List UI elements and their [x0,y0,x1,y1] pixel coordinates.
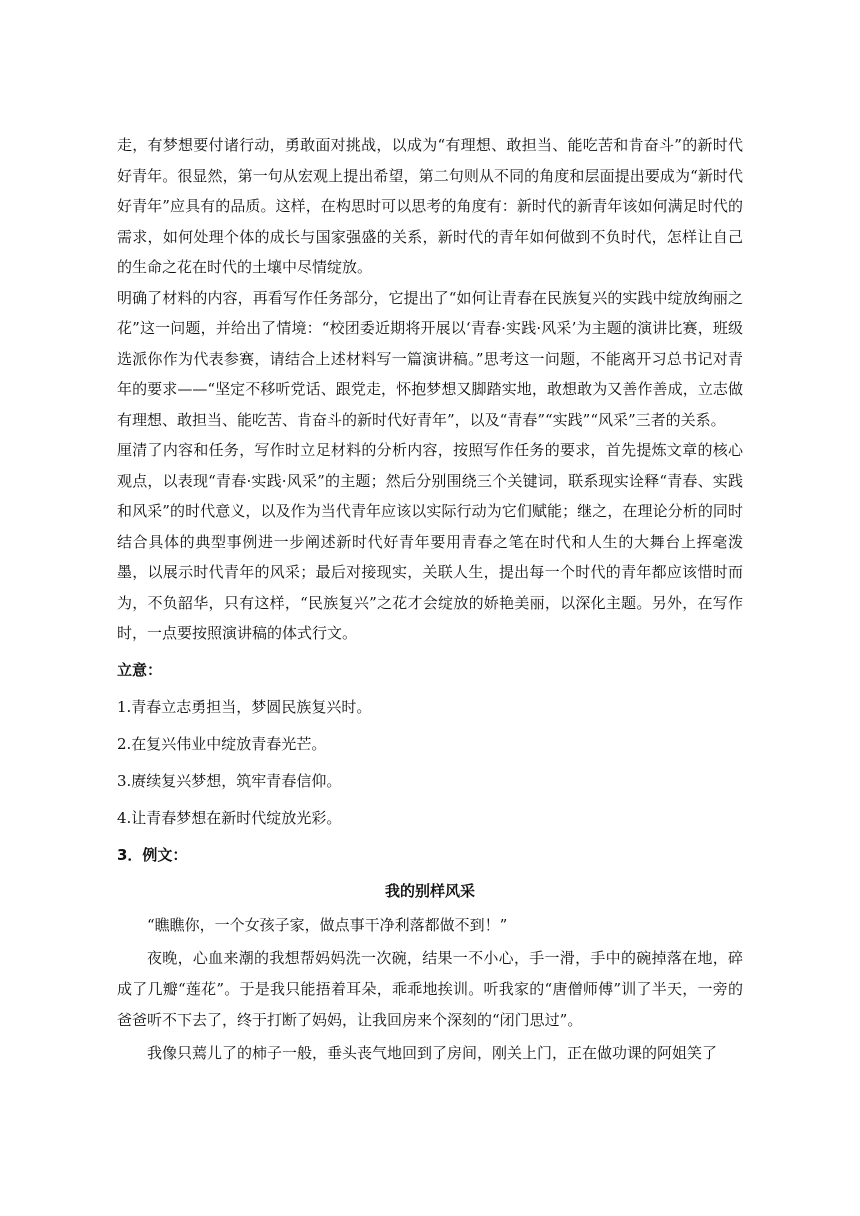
theme-item-2: 2.在复兴伟业中绽放青春光芒。 [117,734,327,753]
essay-paragraph-1: “瞧瞧你，一个女孩子家，做点事干净利落都做不到！” [147,915,508,934]
analysis-paragraph-1: 走，有梦想要付诸行动，勇敢面对挑战，以成为“有理想、敢担当、能吃苦和肯奋斗”的新时代好青年。很显然，第一句从宏观上提出希望，第二句则从不同的角度和层面提出要成为“新时代好青年”应具有的品质。这样，在构思时可以思考的角度有：新时代的新青年该如何满足时代的需求，如何处理个体的成长与国家强盛的关系，新时代的青年如何做到不负时代，怎样让自己的生命之花在时代的土壤中尽情绽放。 [117,136,743,276]
theme-item-3: 3.赓续复兴梦想，筑牢青春信仰。 [117,771,342,790]
essay-title: 我的别样风采 [384,881,475,900]
example-heading: 3．例文： [117,845,188,864]
theme-item-4: 4.让青春梦想在新时代绽放光彩。 [117,808,342,827]
theme-heading: 立意： [117,660,163,679]
document-page [117,130,743,1069]
analysis-paragraph-3: 厘清了内容和任务，写作时立足材料的分析内容，按照写作任务的要求，首先提炼文章的核心观点，以表现“青春·实践·风采”的主题；然后分别围绕三个关键词，联系现实诠释“青春、实践和风采”的时代意义，以及作为当代青年应该以实际行动为它们赋能；继之，在理论分析的同时结合具体的典型事例进一步阐述新时代好青年要用青春之笔在时代和人生的大舞台上挥毫泼墨，以展示时代青年的风采；最后对接现实，关联人生，提出每一个时代的青年都应该惜时而为，不负韶华，只有这样，“民族复兴”之花才会绽放的娇艳美丽，以深化主题。另外，在写作时，一点要按照演讲稿的体式行文。 [117,441,743,642]
theme-item-1: 1.青春立志勇担当，梦圆民族复兴时。 [117,697,372,716]
essay-paragraph-3: 我像只蔫儿了的柿子一般，垂头丧气地回到了房间，刚关上门，正在做功课的阿姐笑了 [147,1043,718,1062]
analysis-paragraph-2: 明确了材料的内容，再看写作任务部分，它提出了“如何让青春在民族复兴的实践中绽放绚丽之花”这一问题，并给出了情境：“校团委近期将开展以‘青春·实践·风采’为主题的演讲比赛，班级选派你作为代表参赛，请结合上述材料写一篇演讲稿。”思考这一问题，不能离开习总书记对青年的要求——“坚定不移听党话、跟党走，怀抱梦想又脚踏实地，敢想敢为又善作善成，立志做有理想、敢担当、能吃苦、肯奋斗的新时代好青年”，以及“青春”“实践”“风采”三者的关系。 [117,288,743,429]
essay-paragraph-2: 夜晚，心血来潮的我想帮妈妈洗一次碗，结果一不小心，手一滑，手中的碗掉落在地，碎成了几瓣“莲花”。于是我只能捂着耳朵，乖乖地挨训。听我家的“唐僧师傅”训了半天，一旁的爸爸听不下去了，终于打断了妈妈，让我回房来个深刻的“闭门思过”。 [117,948,743,1029]
